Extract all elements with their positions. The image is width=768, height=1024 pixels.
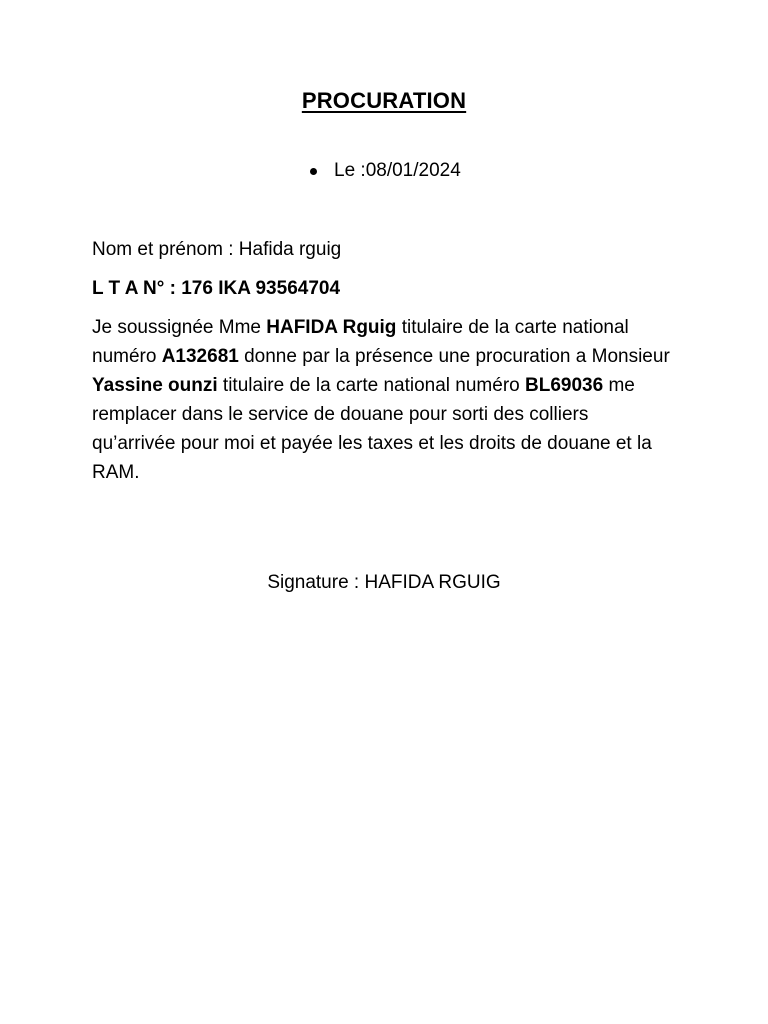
paragraph-segment-bold: BL69036	[525, 375, 604, 396]
ltan-line: L T A N° : 176 IKA 93564704	[92, 278, 341, 299]
date-text: Le :08/01/2024	[334, 160, 461, 181]
paragraph-segment: donne par la présence une procuration a Monsieur	[238, 346, 670, 367]
date-list-item	[310, 160, 461, 182]
paragraph-segment-bold: Yassine ounzi	[92, 375, 218, 396]
paragraph-segment-bold: HAFIDA Rguig	[266, 317, 397, 338]
document-title: PROCURATION	[301, 88, 467, 113]
procuration-paragraph	[92, 313, 672, 487]
paragraph-segment: me remplacer dans le service de douane pour sorti des colliers qu’arrivée pour moi et payée les taxes et les droits de douane et la RAM.	[92, 375, 652, 483]
paragraph-segment: titulaire de la carte national numéro	[92, 317, 629, 367]
signature-line: Signature : HAFIDA RGUIG	[267, 572, 501, 593]
paragraph-segment-bold: A132681	[161, 346, 239, 367]
paragraph-segment: Je soussignée Mme	[92, 317, 267, 338]
bullet-icon	[310, 168, 317, 175]
name-line: Nom et prénom : Hafida rguig	[92, 239, 342, 260]
paragraph-segment: titulaire de la carte national numéro	[217, 375, 525, 396]
